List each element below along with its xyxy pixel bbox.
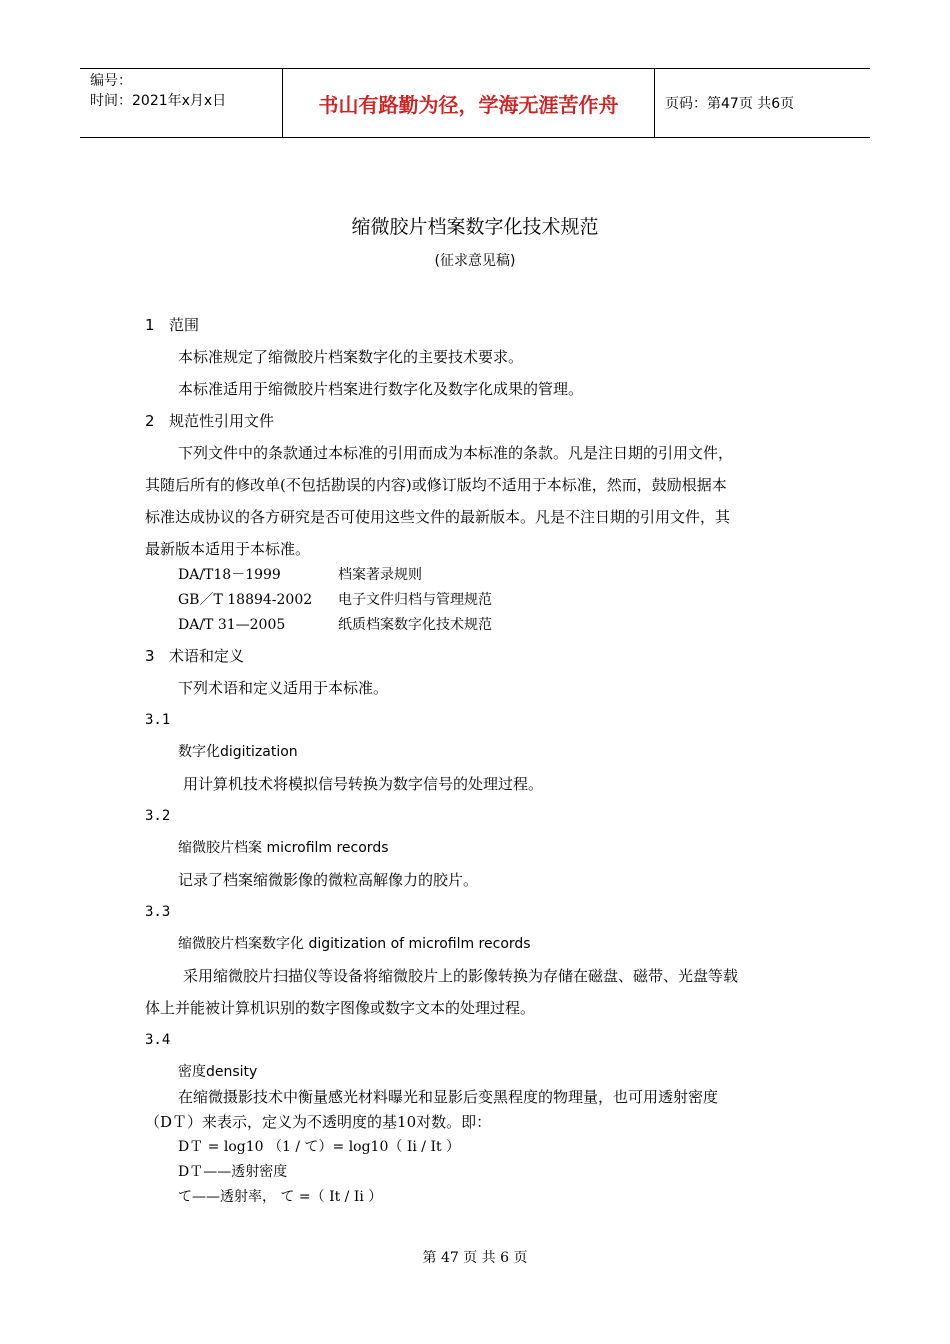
header-date-label: 时间：2021年x月x日 (90, 93, 227, 109)
term-3-4-name: 密度density (178, 1064, 258, 1080)
header-page-cell (655, 69, 870, 137)
term-3-1-number: 3.1 (145, 712, 171, 728)
document-subtitle: (征求意见稿) (434, 253, 516, 269)
section-1-number: 1 (145, 316, 155, 334)
term-3-1-definition: 用计算机技术将模拟信号转换为数字信号的处理过程。 (183, 775, 544, 793)
header-number-label: 编号： (90, 73, 132, 89)
term-3-2-definition: 记录了档案缩微影像的微粒高解像力的胶片。 (178, 871, 479, 889)
term-3-3-number: 3.3 (145, 904, 171, 920)
reference-code: DA/T 31—2005 (178, 617, 286, 633)
term-3-3-definition-line-1: 采用缩微胶片扫描仪等设备将缩微胶片上的影像转换为存储在磁盘、磁带、光盘等载 (183, 967, 739, 985)
section-2-title: 规范性引用文件 (169, 412, 275, 430)
header-motto: 书山有路勤为径，学海无涯苦作舟 (318, 92, 619, 117)
section-3-number: 3 (145, 647, 155, 665)
reference-title: 电子文件归档与管理规范 (338, 592, 492, 608)
term-3-1-name: 数字化digitization (178, 744, 298, 760)
document-title: 缩微胶片档案数字化技术规范 (351, 216, 599, 238)
density-symbol-definition: DＴ——透射密度 (178, 1164, 288, 1180)
header-page-label: 页码：第47页 共6页 (665, 96, 795, 112)
term-3-4-number: 3.4 (145, 1032, 171, 1048)
density-formula: DＴ = log10 （1 / て）= log10（ Ii / It ） (178, 1139, 461, 1155)
term-3-3-definition-line-2: 体上并能被计算机识别的数字图像或数字文本的处理过程。 (145, 999, 536, 1017)
section-2-line-3: 标准达成协议的各方研究是否可使用这些文件的最新版本。凡是不注日期的引用文件，其 (145, 508, 731, 526)
section-2-line-1: 下列文件中的条款通过本标准的引用而成为本标准的条款。凡是注日期的引用文件， (178, 444, 734, 462)
section-2-number: 2 (145, 412, 155, 430)
section-1-paragraph-2: 本标准适用于缩微胶片档案进行数字化及数字化成果的管理。 (178, 380, 584, 398)
page-footer: 第 47 页 共 6 页 (422, 1250, 528, 1266)
section-3-heading (145, 646, 244, 666)
reference-code: DA/T18－1999 (178, 567, 281, 583)
reference-title: 纸质档案数字化技术规范 (338, 617, 492, 633)
section-3-title: 术语和定义 (169, 647, 245, 665)
section-3-paragraph: 下列术语和定义适用于本标准。 (178, 679, 389, 697)
transmittance-definition: て——透射率， て =（ It / Ii ） (178, 1189, 383, 1205)
section-2-line-2: 其随后所有的修改单(不包括勘误的内容)或修订版均不适用于本标准，然而，鼓励根据本 (145, 476, 727, 494)
term-3-2-name: 缩微胶片档案 microfilm records (178, 840, 389, 856)
reference-code: GB／T 18894-2002 (178, 592, 313, 608)
section-2-heading (145, 411, 274, 431)
header-motto-cell (282, 69, 655, 137)
term-3-3-name: 缩微胶片档案数字化 digitization of microfilm records (178, 936, 531, 952)
section-1-title: 范围 (169, 316, 200, 334)
reference-title: 档案著录规则 (338, 567, 422, 583)
section-1-paragraph-1: 本标准规定了缩微胶片档案数字化的主要技术要求。 (178, 348, 524, 366)
header-info-cell (80, 69, 282, 137)
section-2-line-4: 最新版本适用于本标准。 (145, 540, 311, 558)
term-3-2-number: 3.2 (145, 808, 171, 824)
term-3-4-definition-line-2: （DＴ）来表示，定义为不透明度的基10对数。即： (145, 1113, 492, 1131)
page-header (80, 68, 870, 138)
term-3-4-definition-line-1: 在缩微摄影技术中衡量感光材料曝光和显影后变黑程度的物理量，也可用透射密度 (178, 1088, 719, 1106)
section-1-heading (145, 315, 199, 335)
